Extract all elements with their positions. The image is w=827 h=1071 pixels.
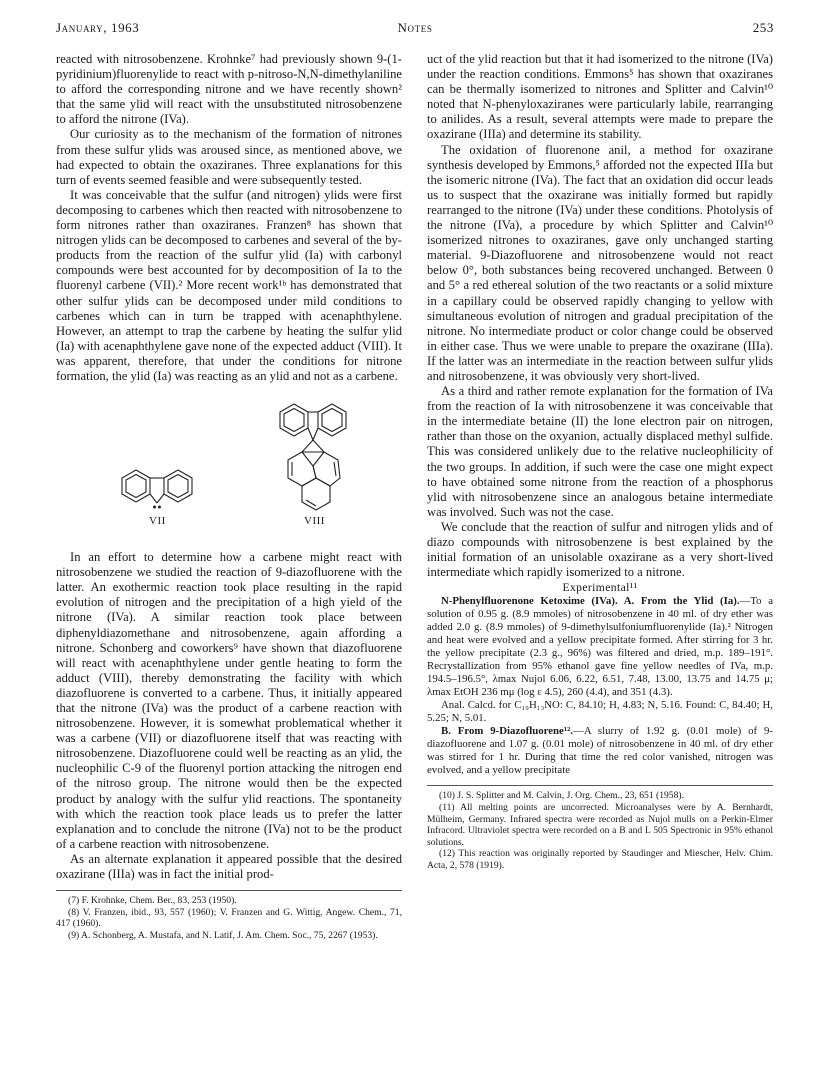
experimental-paragraph [427, 725, 773, 777]
footnote: (7) F. Krohnke, Chem. Ber., 83, 253 (1950). [68, 895, 237, 907]
paragraph: As an alternate explanation it appeared possible that the desired oxazirane (IIIa) was in fact the initial prod- [56, 851, 402, 882]
paragraph: We conclude that the reaction of sulfur and nitrogen ylids and of diazo compounds with nitrosobenzene is best explained by the initial formation of an unisolable oxazirane as a very short-lived intermediate which rapidly isomerized to a nitrone. [427, 519, 773, 580]
chemical-structures-drawing [56, 390, 402, 542]
label-vii: VII [149, 515, 166, 528]
paragraph: The oxidation of fluorenone anil, a method for oxazirane synthesis developed by Emmons,⁵ afforded not the expected IIIa but the isomeric nitrone (IVa). The fact that an oxidation did occur leads us to suspect that the oxazirane was initially formed but rapidly rearranged to the nitrone (IVa) under these conditions. Photolysis of the nitrone (IVa), a procedure by which Splitter and Calvin¹⁰ isomerized nitrones to oxaziranes, gave only unchanged starting material. 9-Diazofluorene and nitrosobenzene would not react below 0°, both substances being recovered unchanged. Between 0 and 5° a red ethereal solution of the two reactants or a solid mixture in a capillary could be observed rapidly changing to yellow with simultaneous evolution of nitrogen and gradual precipitation of the nitrone. No intermediate product or color change could be observed in either case. Thus we were unable to prepare the oxazirane (IIIa). If the latter was an intermediate in the reaction between sulfur ylids and nitrosobenzene, it was obviously very short-lived. [427, 142, 773, 383]
running-date: January, 1963 [56, 20, 140, 35]
paragraph: uct of the ylid reaction but that it had isomerized to the nitrone (IVa) under the reaction conditions. Emmons⁵ has shown that oxaziranes can be thermally isomerized to nitrones and Splitter and Calvin¹⁰ noted that N-phenyloxaziranes were particularly labile, rearranging to anilides. As a result, several attempts were made to prepare the oxazirane (IIIa) and determine its stability. [427, 52, 773, 142]
paragraph: reacted with nitrosobenzene. Krohnke⁷ had previously shown 9-(1-pyridinium)fluorenylide to react with p-nitroso-N,N-dimethylaniline to afford the corresponding nitrone and we have recently shown² that the same ylid will react with the unsubstituted nitrosobenzene to afford the nitrone (IVa). [56, 52, 402, 127]
experimental-subheading: B. From 9-Diazofluorene¹². [441, 725, 574, 738]
right-footnotes [427, 785, 773, 871]
structures-figure [56, 390, 402, 542]
paragraph: It was conceivable that the sulfur (and nitrogen) ylids were first decomposing to carbenes which then reacted with nitrosobenzene to form nitrones rather than oxaziranes. Franzen⁸ has shown that nitrogen ylids can be decomposed to carbenes and several of the by-products from the reaction of the sulfur ylid (Ia) with carbonyl compounds were best accounted for by decomposition of Ia to the fluorenyl carbene (VII).² More recent work¹ᵇ has demonstrated that other sulfur ylids can be decomposed under mild conditions to carbenes which can in turn be trapped with acenaphthylene. However, an attempt to trap the carbene by heating the sulfur ylid (Ia) with acenaphthylene gave none of the expected adduct (VIII). It was apparent, therefore, that under the conditions for nitrone formation, the ylid (Ia) was reacting as an ylid and not as a carbene. [56, 187, 402, 383]
label-viii: VIII [304, 515, 325, 528]
right-column [427, 52, 773, 872]
page-number: 253 [752, 20, 774, 35]
running-section: Notes [397, 20, 433, 35]
footnote: (8) V. Franzen, ibid., 93, 557 (1960); V. Franzen and G. Wittig, Angew. Chem., 71, 417 (1960). [56, 906, 402, 930]
fluorenyl-carbene-structure [122, 470, 192, 508]
spiro-adduct-structure [280, 404, 346, 510]
section-heading: Experimental¹¹ [562, 581, 638, 595]
paragraph: In an effort to determine how a carbene might react with nitrosobenzene we studied the reaction of 9-diazofluorene with the latter. An exothermic reaction took place resulting in the rapid evolution of nitrogen and the precipitation of a high yield of the nitrone (IVa). A similar reaction took place between diphenyldiazomethane and nitrosobenzene, again affording a nitrone. Schonberg and coworkers⁹ have shown that diazofluorene will react with acenaphthylene under gentle heating to form the adduct (VIII), thereby demonstrating the facility with which diazofluorene is converted to a carbene. Thus, it initially appeared that the nitrone (IVa) was the product of a carbene reaction with nitrosobenzene. However, it is somewhat problematical whether it was a carbene (VII) or diazofluorene itself that was reacting with nitrosobenzene. Diazofluorene could well be reacting as an ylid, the nucleophilic C-9 of the fluorenyl portion attacking the nitrogen end of the nitroso group. The nitrone would then be the expected product by analogy with the sulfur ylid reactions. The spontaneity with which the reaction took place leads us to prefer the latter explanation and to conclude the nitrone (IVa) not to be the product of a carbene reaction with nitrosobenzene. [56, 550, 402, 851]
left-footnotes [56, 890, 402, 941]
page-header [56, 20, 774, 38]
paragraph: Our curiosity as to the mechanism of the formation of nitrones from these sulfur ylids was aroused since, as mentioned above, we had expected to obtain the oxaziranes. Three explanations for this turn of events seemed feasible and were subsequently tested. [56, 127, 402, 187]
footnote: (11) All melting points are uncorrected. Microanalyses were by A. Bernhardt, Mülheim, Germany. Infrared spectra were recorded as Nujol mulls on a Perkin-Elmer Infracord. Ultraviolet spectra were recorded on a B and L 505 Spectronic in 95% ethanol solutions. [427, 801, 773, 848]
paragraph: As a third and rather remote explanation for the formation of IVa from the reaction of Ia with nitrosobenzene it was conceivable that in the intermediate betaine (II) the lone electron pair on nitrogen, rather than those on the oxyanion, actually displaced methyl sulfide. This was considered unlikely due to the relative nucleophilicity of the two groups. In addition, if such were the case one might expect to have obtained some nitrone from the reaction of a phosphorus ylid with nitrosobenzene since an analogous betaine intermediate was involved. Such was not the case. [427, 384, 773, 519]
experimental-text: —A slurry of 1.92 g. (0.01 mole) of 9-diazofluorene and 1.07 g. (0.01 mole) of nitrosobenzene in 40 ml. of dry ether was stirred for 1 hr. During that time the red color vanished, nitrogen was evolved, and a yellow precipitate [427, 725, 773, 777]
experimental-text: —To a solution of 0.95 g. (8.9 mmoles) of nitrosobenzene in 40 ml. of dry ether was added 2.0 g. (8.9 mmoles) of 9-dimethylsulfoniumfluorenylide (Ia).² Nitrogen and heat were evolved and a yellow precipitate formed. After stirring for 3 hr. the yellow precipitate (2.3 g., 96%) was filtered and dried, m.p. 189–191°. Recrystallization from 95% ethanol gave fine yellow needles of IVa, m.p. 194.5–196.5°, λmax Nujol 6.06, 6.22, 6.51, 7.48, 13.00, 13.75 and 14.75 μ; λmax EtOH 236 mμ (log ε 4.5), 260 (4.4), and 351 (4.3). [427, 595, 773, 699]
footnote: (10) J. S. Splitter and M. Calvin, J. Org. Chem., 23, 651 (1958). [439, 790, 684, 802]
analysis-line: Anal. Calcd. for C₁₉H₁₃NO: C, 84.10; H, 4.83; N, 5.16. Found: C, 84.40; H, 5.25; N, 5.01. [427, 699, 773, 725]
experimental-paragraph [427, 595, 773, 699]
footnote: (12) This reaction was originally reported by Staudinger and Miescher, Helv. Chim. Acta, 2, 578 (1919). [427, 848, 773, 871]
footnote: (9) A. Schonberg, A. Mustafa, and N. Latif, J. Am. Chem. Soc., 75, 2267 (1953). [68, 929, 378, 941]
left-column [56, 52, 402, 942]
experimental-subheading: N-Phenylfluorenone Ketoxime (IVa). A. From the Ylid (Ia). [441, 595, 740, 608]
